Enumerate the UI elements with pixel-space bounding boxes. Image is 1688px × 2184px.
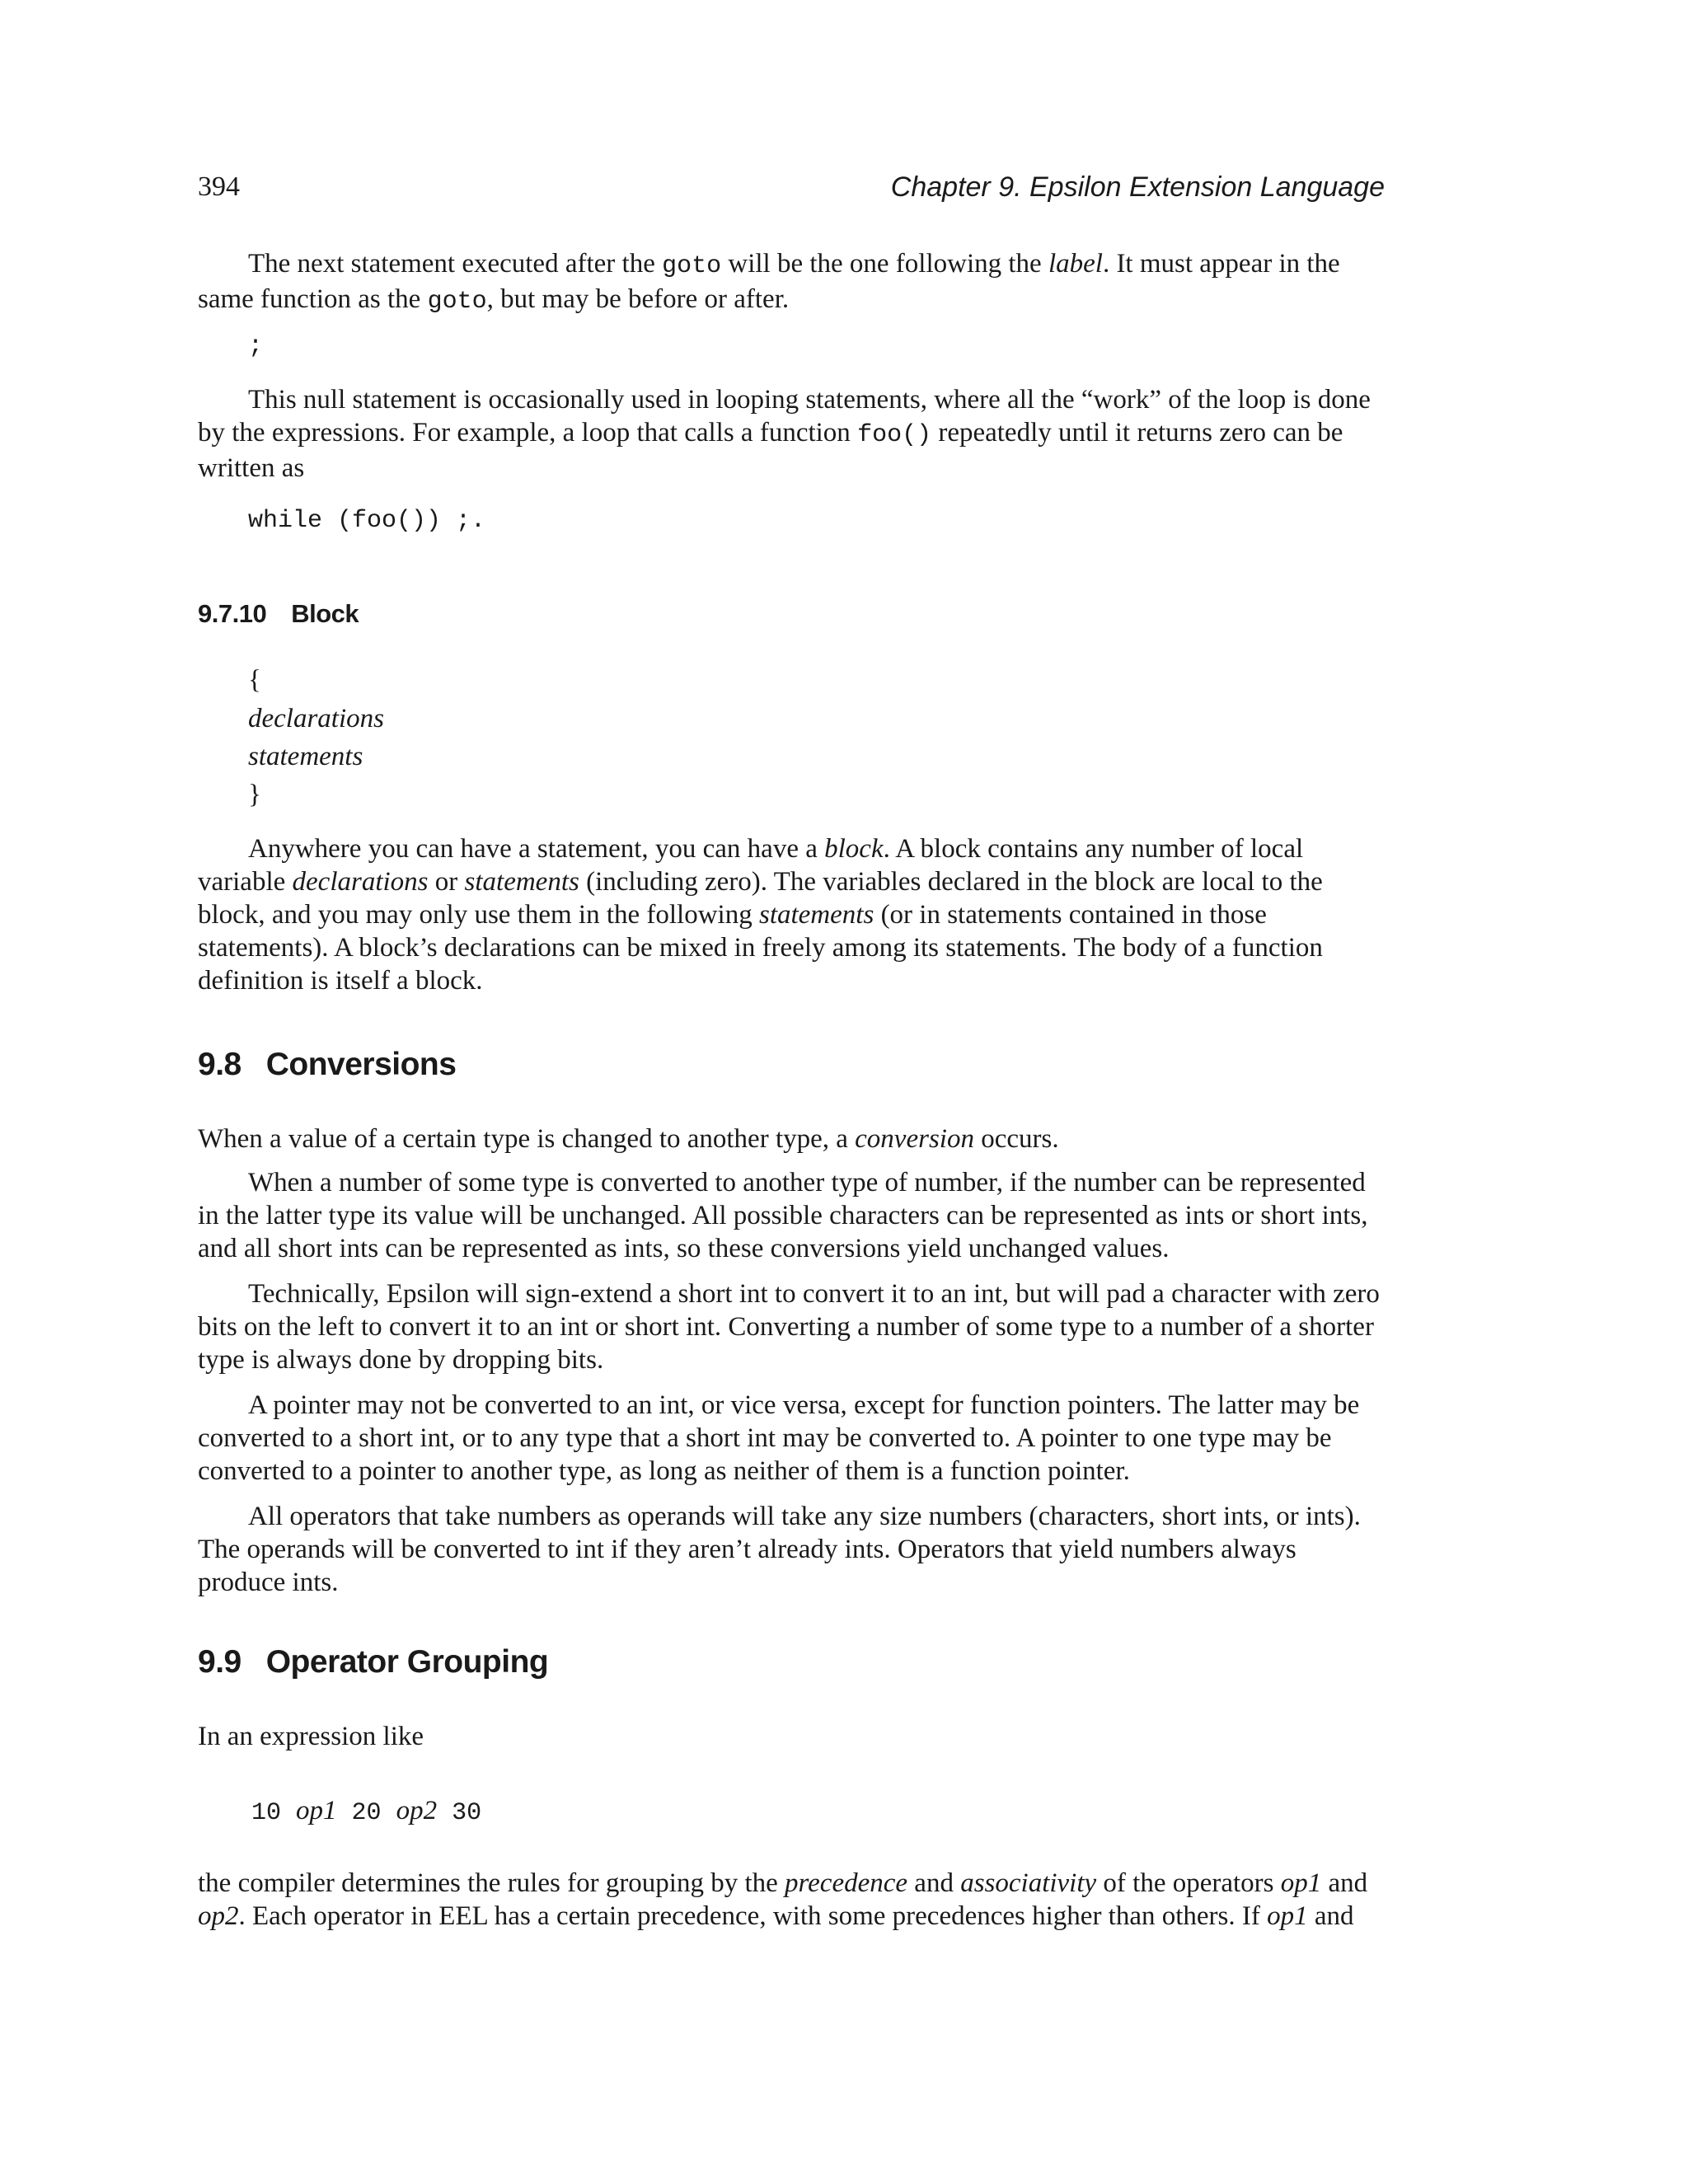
text: Anywhere you can have a statement, you can have a <box>248 834 825 864</box>
block-statements: statements <box>248 742 363 771</box>
operand-30: 30 <box>452 1799 482 1827</box>
text: (or in statements contained in those statements). A block’s declarations can be mixed in freely among its statements. The body of a function definition is itself a block. <box>198 900 1323 996</box>
text: of the operators <box>1096 1868 1281 1898</box>
paragraph-expression-intro: In an expression like <box>198 1722 424 1751</box>
text: will be the one following the <box>721 249 1048 279</box>
paragraph-operand-size: All operators that take numbers as operands will take any size numbers (characters, short ints, or ints). The operands will be converted to int if they aren’t already ints. Operators that yield numbers always produce ints. <box>198 1502 1361 1597</box>
paragraph-precedence <box>198 1867 1385 1933</box>
section-title: Operator Grouping <box>265 1644 549 1680</box>
operand-10: 10 <box>251 1799 282 1827</box>
text: the compiler determines the rules for grouping by the <box>198 1868 785 1898</box>
paragraph-pointer-conversion: A pointer may not be converted to an int, or vice versa, except for function pointers. The latter may be converted to a short int, or to any type that a short int may be converted to. A pointer to one type may be converted to a pointer to another type, as long as neither of them is a function pointer. <box>198 1390 1360 1486</box>
expression-example <box>251 1794 481 1830</box>
paragraph-null-statement <box>198 383 1385 485</box>
section-title: Conversions <box>265 1047 457 1082</box>
term-op2: op2 <box>198 1901 239 1931</box>
operand-20: 20 <box>351 1799 382 1827</box>
page-number: 394 <box>198 171 240 202</box>
block-declarations: declarations <box>248 704 384 733</box>
code-foo: foo() <box>857 421 932 449</box>
null-statement-code: ; <box>248 332 264 360</box>
term-label: label <box>1048 249 1103 279</box>
term-statements: statements <box>758 900 874 930</box>
section-heading-operator-grouping <box>198 1644 548 1680</box>
term-conversion: conversion <box>855 1124 974 1154</box>
text: and <box>1307 1901 1354 1931</box>
while-code: while (foo()) ;. <box>248 507 486 535</box>
block-close-brace: } <box>248 780 261 809</box>
text: . It must appear in the same function as the <box>198 249 1340 314</box>
block-open-brace: { <box>248 665 261 695</box>
operator-op2: op2 <box>396 1796 438 1825</box>
text: or <box>428 867 465 897</box>
text: This null statement is occasionally used in looping statements, where all the “work” of the loop is done by the expressions. For example, a loop that calls a function <box>198 385 1371 448</box>
term-statements: statements <box>464 867 579 897</box>
text: The next statement executed after the <box>248 249 663 279</box>
text: occurs. <box>973 1124 1059 1154</box>
section-number: 9.7.10 <box>198 599 267 628</box>
code-goto: goto <box>662 252 722 280</box>
text: , but may be before or after. <box>486 284 790 314</box>
code-goto: goto <box>427 288 487 316</box>
chapter-title: Chapter 9. Epsilon Extension Language <box>890 171 1385 203</box>
text: repeatedly until it returns zero can be written as <box>198 418 1343 483</box>
section-heading-block <box>198 599 359 629</box>
text: and <box>907 1868 961 1898</box>
section-number: 9.9 <box>198 1644 241 1680</box>
paragraph-block <box>198 832 1385 997</box>
text: and <box>1321 1868 1368 1898</box>
running-header <box>198 171 1385 211</box>
term-declarations: declarations <box>292 867 429 897</box>
section-title: Block <box>291 599 359 628</box>
term-block: block <box>824 834 884 864</box>
section-number: 9.8 <box>198 1047 241 1082</box>
paragraph-number-conversion: When a number of some type is converted to another type of number, if the number can be represented in the latter type its value will be unchanged. All possible characters can be represented as ints or short ints, and all short ints can be represented as ints, so these conversions yield unchanged values. <box>198 1168 1368 1263</box>
text: . Each operator in EEL has a certain precedence, with some precedences higher than others. If <box>238 1901 1268 1931</box>
text: (including zero). The variables declared in the block are local to the block, and you may only use them in the following <box>198 867 1323 930</box>
paragraph-sign-extend: Technically, Epsilon will sign-extend a short int to convert it to an int, but will pad a character with zero bits on the left to convert it to an int or short int. Converting a number of some type to a number of a shorter type is always done by dropping bits. <box>198 1279 1380 1375</box>
paragraph-conversion-intro <box>198 1122 1385 1155</box>
text: When a value of a certain type is changed to another type, a <box>198 1124 856 1154</box>
term-associativity: associativity <box>960 1868 1097 1898</box>
term-precedence: precedence <box>785 1868 908 1898</box>
term-op1: op1 <box>1280 1868 1322 1898</box>
section-heading-conversions <box>198 1047 456 1083</box>
term-op1: op1 <box>1267 1901 1308 1931</box>
text: . A block contains any number of local variable <box>198 834 1304 897</box>
operator-op1: op1 <box>296 1796 337 1825</box>
paragraph-goto <box>198 247 1385 318</box>
